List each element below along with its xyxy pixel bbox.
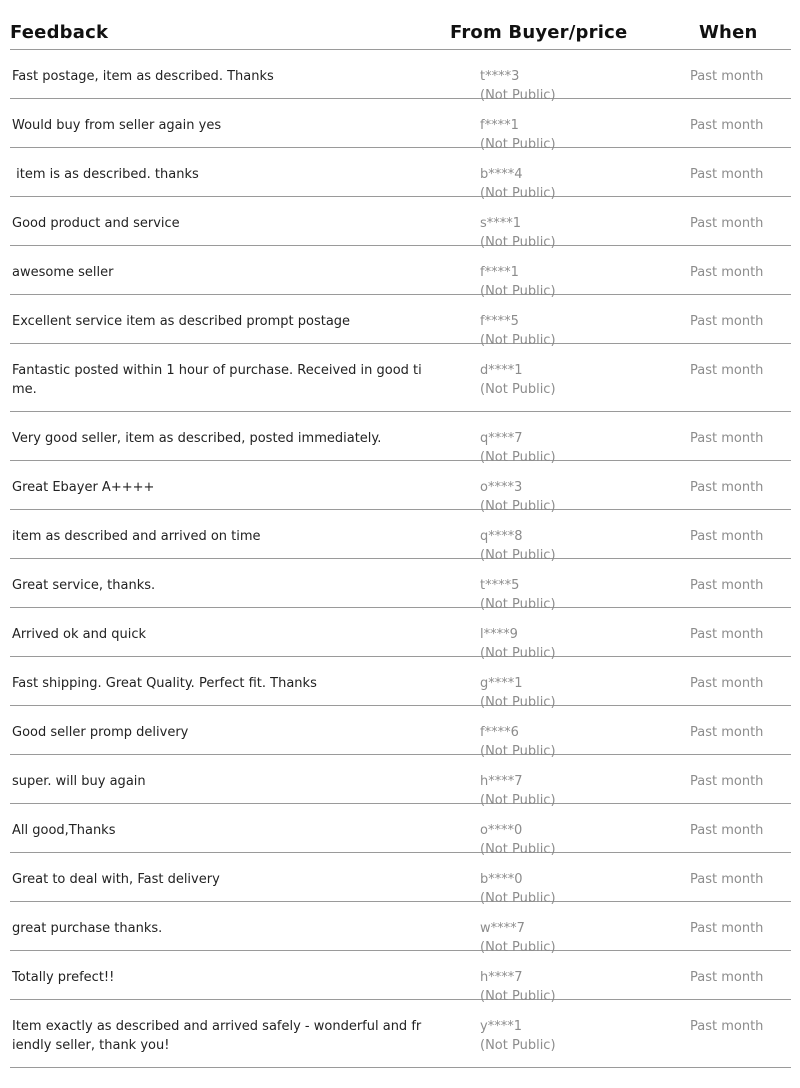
price-visibility: (Not Public) xyxy=(480,744,556,759)
buyer-id: w****7 xyxy=(480,921,525,936)
feedback-when: Past month xyxy=(690,69,764,84)
price-visibility: (Not Public) xyxy=(480,499,556,514)
price-visibility: (Not Public) xyxy=(480,333,556,348)
buyer-id: q****8 xyxy=(480,529,523,544)
feedback-when: Past month xyxy=(690,167,764,182)
feedback-comment: awesome seller xyxy=(12,265,114,280)
buyer-id: y****1 xyxy=(480,1019,522,1034)
column-header-when: When xyxy=(699,22,758,43)
feedback-when: Past month xyxy=(690,676,764,691)
table-row xyxy=(10,50,791,103)
price-visibility: (Not Public) xyxy=(480,450,556,465)
column-header-feedback: Feedback xyxy=(10,22,109,43)
buyer-id: f****5 xyxy=(480,314,519,329)
price-visibility: (Not Public) xyxy=(480,695,556,710)
table-row xyxy=(10,755,791,808)
buyer-id: g****1 xyxy=(480,676,523,691)
buyer-id: h****7 xyxy=(480,774,523,789)
column-header-buyer-price: From Buyer/price xyxy=(450,22,628,43)
feedback-comment: item as described and arrived on time xyxy=(12,529,261,544)
feedback-comment: item is as described. thanks xyxy=(12,167,199,182)
table-row xyxy=(10,951,791,1004)
feedback-when: Past month xyxy=(690,823,764,838)
feedback-when: Past month xyxy=(690,265,764,280)
price-visibility: (Not Public) xyxy=(480,235,556,250)
buyer-id: f****1 xyxy=(480,118,519,133)
table-row xyxy=(10,412,791,465)
feedback-comment: Fast postage, item as described. Thanks xyxy=(12,69,274,84)
price-visibility: (Not Public) xyxy=(480,989,556,1004)
feedback-comment: Good seller promp delivery xyxy=(12,725,189,740)
feedback-when: Past month xyxy=(690,363,764,378)
feedback-comment: super. will buy again xyxy=(12,774,146,789)
feedback-comment: Fantastic posted within 1 hour of purchase. Received in good time. xyxy=(12,363,422,397)
feedback-comment: Totally prefect!! xyxy=(12,970,115,985)
buyer-id: d****1 xyxy=(480,363,523,378)
price-visibility: (Not Public) xyxy=(480,793,556,808)
price-visibility: (Not Public) xyxy=(480,137,556,152)
feedback-when: Past month xyxy=(690,216,764,231)
feedback-when: Past month xyxy=(690,431,764,446)
price-visibility: (Not Public) xyxy=(480,891,556,906)
feedback-comment: Great to deal with, Fast delivery xyxy=(12,872,220,887)
feedback-when: Past month xyxy=(690,529,764,544)
buyer-id: s****1 xyxy=(480,216,522,231)
feedback-comment: Arrived ok and quick xyxy=(12,627,147,642)
price-visibility: (Not Public) xyxy=(480,842,556,857)
buyer-cell xyxy=(480,1017,556,1055)
buyer-id: f****6 xyxy=(480,725,519,740)
feedback-when: Past month xyxy=(690,921,764,936)
feedback-when: Past month xyxy=(690,627,764,642)
table-row xyxy=(10,559,791,612)
buyer-id: o****0 xyxy=(480,823,523,838)
table-row xyxy=(10,148,791,201)
table-row xyxy=(10,246,791,299)
feedback-comment: All good,Thanks xyxy=(12,823,116,838)
feedback-when: Past month xyxy=(690,314,764,329)
buyer-id: l****9 xyxy=(480,627,518,642)
feedback-when: Past month xyxy=(690,725,764,740)
price-visibility: (Not Public) xyxy=(480,1038,556,1053)
price-visibility: (Not Public) xyxy=(480,548,556,563)
feedback-when: Past month xyxy=(690,970,764,985)
feedback-comment: Great service, thanks. xyxy=(12,578,156,593)
feedback-comment: Great Ebayer A++++ xyxy=(12,480,155,495)
feedback-comment: Good product and service xyxy=(12,216,180,231)
buyer-id: h****7 xyxy=(480,970,523,985)
table-row xyxy=(10,295,791,348)
feedback-when: Past month xyxy=(690,872,764,887)
table-row xyxy=(10,1000,791,1068)
table-row xyxy=(10,344,791,412)
buyer-id: f****1 xyxy=(480,265,519,280)
price-visibility: (Not Public) xyxy=(480,646,556,661)
price-visibility: (Not Public) xyxy=(480,940,556,955)
buyer-id: t****3 xyxy=(480,69,520,84)
buyer-cell xyxy=(480,361,556,399)
feedback-comment: Fast shipping. Great Quality. Perfect fit. Thanks xyxy=(12,676,317,691)
price-visibility: (Not Public) xyxy=(480,186,556,201)
feedback-comment: Excellent service item as described prompt postage xyxy=(12,314,351,329)
table-header xyxy=(10,0,791,50)
table-row xyxy=(10,853,791,906)
feedback-when: Past month xyxy=(690,774,764,789)
buyer-id: q****7 xyxy=(480,431,523,446)
feedback-when: Past month xyxy=(690,578,764,593)
table-row xyxy=(10,510,791,563)
price-visibility: (Not Public) xyxy=(480,88,556,103)
table-row xyxy=(10,99,791,152)
price-visibility: (Not Public) xyxy=(480,284,556,299)
table-row xyxy=(10,608,791,661)
table-row xyxy=(10,804,791,857)
feedback-when: Past month xyxy=(690,480,764,495)
feedback-when: Past month xyxy=(690,118,764,133)
feedback-comment: Very good seller, item as described, posted immediately. xyxy=(12,431,382,446)
table-row xyxy=(10,461,791,514)
table-row xyxy=(10,197,791,250)
feedback-comment: Would buy from seller again yes xyxy=(12,118,222,133)
price-visibility: (Not Public) xyxy=(480,597,556,612)
feedback-table xyxy=(10,0,791,1068)
table-row xyxy=(10,706,791,759)
buyer-id: o****3 xyxy=(480,480,523,495)
buyer-id: t****5 xyxy=(480,578,520,593)
table-row xyxy=(10,902,791,955)
feedback-when: Past month xyxy=(690,1019,764,1034)
buyer-id: b****4 xyxy=(480,167,523,182)
buyer-id: b****0 xyxy=(480,872,523,887)
feedback-comment: great purchase thanks. xyxy=(12,921,163,936)
feedback-comment: Item exactly as described and arrived safely - wonderful and friendly seller, thank you! xyxy=(12,1019,422,1053)
price-visibility: (Not Public) xyxy=(480,382,556,397)
table-row xyxy=(10,657,791,710)
